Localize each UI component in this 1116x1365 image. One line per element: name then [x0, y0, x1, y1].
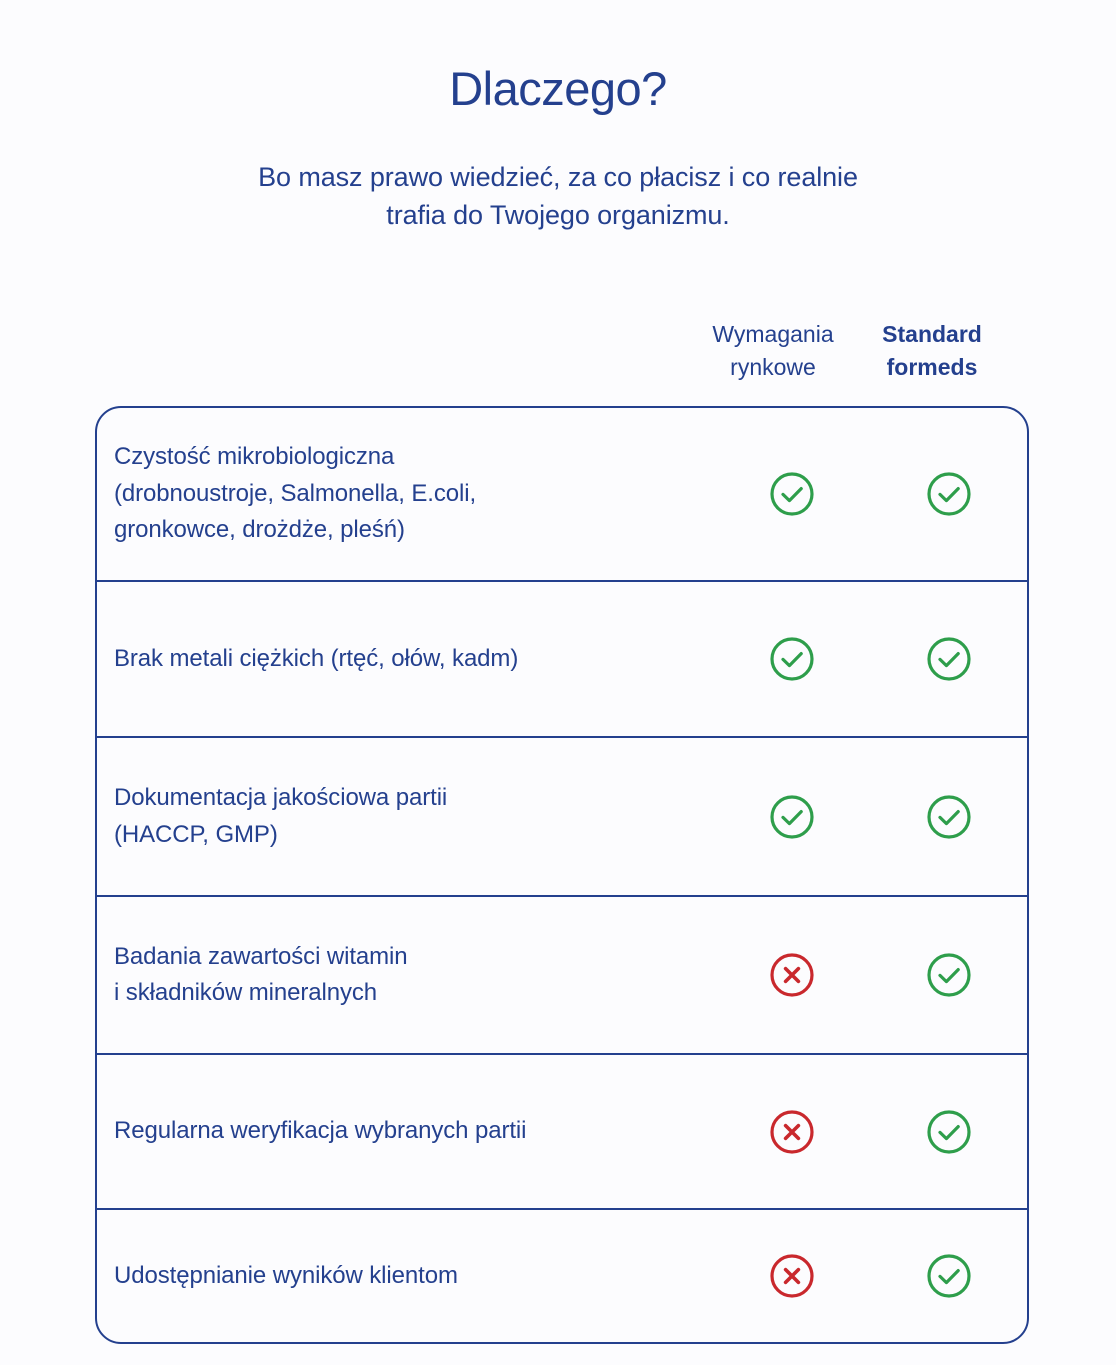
cell-market [713, 1252, 870, 1300]
row-label [97, 939, 717, 1012]
check-circle-icon [925, 951, 973, 999]
check-circle-icon [925, 635, 973, 683]
table-row [97, 408, 1027, 582]
check-circle-icon [925, 793, 973, 841]
column-header-formeds-line-1: Standard [882, 321, 982, 347]
cross-circle-icon [768, 1252, 816, 1300]
cell-market [713, 793, 870, 841]
page-subtitle-line-2: trafia do Twojego organizmu. [386, 200, 730, 231]
row-label-line: Udostępnianie wyników klientom [114, 1261, 458, 1289]
row-label [97, 641, 717, 677]
check-circle-icon [925, 1108, 973, 1156]
column-header-formeds-line-2: formeds [886, 354, 978, 381]
cell-formeds [870, 470, 1027, 518]
table-row [97, 738, 1027, 897]
cell-formeds [870, 1108, 1027, 1156]
comparison-table-card [95, 406, 1029, 1344]
table-row [97, 582, 1027, 738]
table-row [97, 1055, 1027, 1210]
header-block [0, 0, 1116, 235]
column-header-market-requirements [683, 318, 863, 385]
row-label [97, 439, 717, 548]
cell-market [713, 951, 870, 999]
check-circle-icon [768, 635, 816, 683]
page-title: Dlaczego? [449, 62, 667, 115]
row-label-line: Dokumentacja jakościowa partii [114, 784, 448, 812]
row-label-line: (drobnoustroje, Salmonella, E.coli, [114, 479, 477, 507]
cell-formeds [870, 951, 1027, 999]
cross-circle-icon [768, 1108, 816, 1156]
column-header-formeds-standard [842, 318, 1022, 385]
row-label-line: (HACCP, GMP) [114, 820, 278, 848]
cross-circle-icon [768, 951, 816, 999]
column-headers [0, 318, 1116, 390]
page-subtitle [0, 158, 1116, 235]
cell-market [713, 1108, 870, 1156]
page-subtitle-line-1: Bo masz prawo wiedzieć, za co płacisz i co realnie [258, 162, 858, 193]
row-label [97, 780, 717, 853]
cell-market [713, 470, 870, 518]
check-circle-icon [925, 1252, 973, 1300]
cell-formeds [870, 1252, 1027, 1300]
column-header-market-line-2: rynkowe [730, 354, 816, 381]
cell-market [713, 635, 870, 683]
check-circle-icon [925, 470, 973, 518]
cell-formeds [870, 635, 1027, 683]
table-row [97, 897, 1027, 1055]
cell-formeds [870, 793, 1027, 841]
check-circle-icon [768, 793, 816, 841]
row-label-line: Regularna weryfikacja wybranych partii [114, 1117, 527, 1145]
row-label-line: Badania zawartości witamin [114, 942, 408, 970]
row-label-line: Brak metali ciężkich (rtęć, ołów, kadm) [114, 644, 519, 672]
check-circle-icon [768, 470, 816, 518]
table-row [97, 1210, 1027, 1342]
row-label-line: i składników mineralnych [114, 979, 378, 1006]
row-label-line: Czystość mikrobiologiczna [114, 443, 395, 471]
row-label [97, 1258, 717, 1294]
row-label-line: gronkowce, drożdże, pleśń) [114, 516, 405, 544]
row-label [97, 1113, 717, 1149]
column-header-market-line-1: Wymagania [712, 321, 834, 347]
